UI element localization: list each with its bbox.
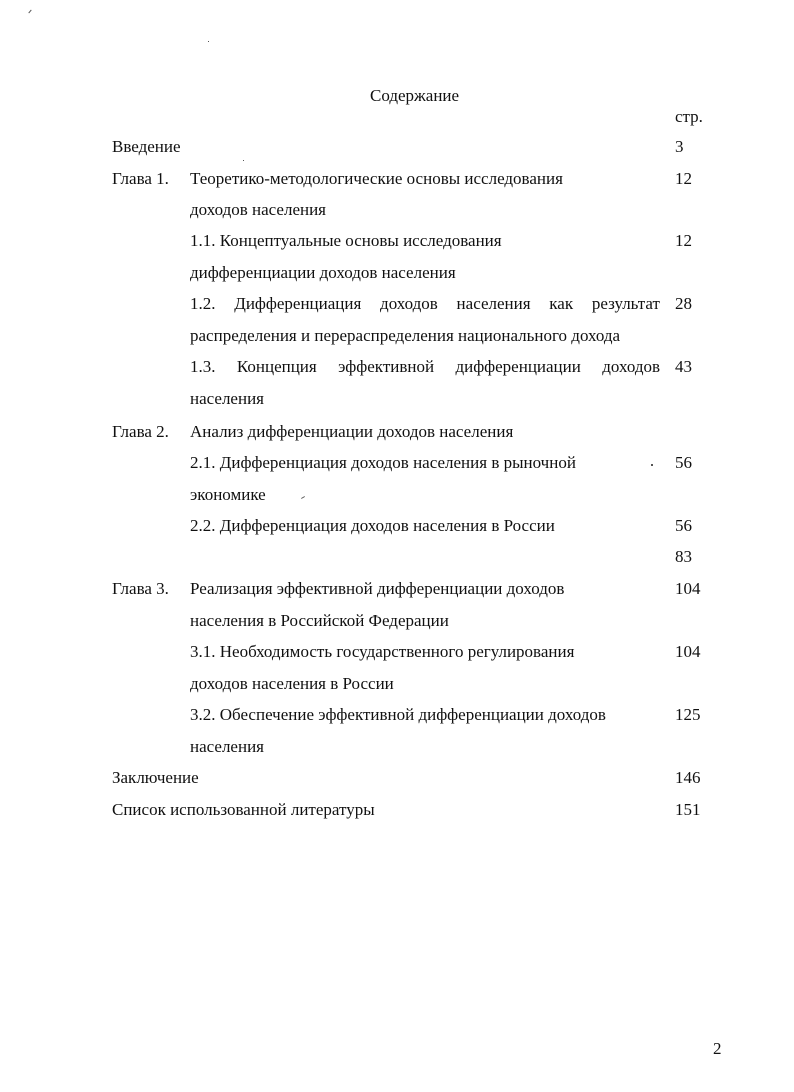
toc-section-1-1-cont: дифференциации доходов населения	[190, 263, 456, 282]
toc-word: Концепция	[236, 357, 317, 376]
scan-mark	[651, 464, 653, 466]
toc-section-2-1-page: 56	[675, 453, 692, 472]
toc-word: результат	[591, 294, 660, 313]
scan-mark	[28, 10, 31, 14]
toc-section-1-2-page: 28	[675, 294, 692, 313]
toc-section-3-1-page: 104	[675, 642, 701, 661]
toc-section-1-3	[190, 357, 660, 377]
toc-word: доходов	[380, 294, 438, 313]
toc-bibliography-label: Список использованной литературы	[112, 800, 375, 819]
toc-section-1-3-page: 43	[675, 357, 692, 376]
toc-chapter1-title: Теоретико-методологические основы исследования	[190, 169, 563, 188]
toc-section-2-1-cont: экономике	[190, 485, 266, 504]
toc-chapter3-title-cont: населения в Российской Федерации	[190, 611, 449, 630]
toc-section-1-2-cont: распределения и перераспределения национального дохода	[190, 326, 621, 345]
toc-chapter3-label: Глава 3.	[112, 579, 169, 598]
toc-chapter3-page: 104	[675, 579, 701, 598]
toc-conclusion-label: Заключение	[112, 768, 199, 787]
page-title: Содержание	[370, 86, 460, 105]
pages-column-header: стр.	[675, 107, 703, 126]
toc-chapter2-title: Анализ дифференциации доходов населения	[190, 422, 514, 441]
toc-chapter3-title: Реализация эффективной дифференциации доходов	[190, 579, 565, 598]
page-number: 2	[713, 1039, 722, 1058]
toc-section-1-1: 1.1. Концептуальные основы исследования	[190, 231, 502, 250]
scan-mark	[301, 496, 305, 499]
toc-section-3-1: 3.1. Необходимость государственного регулирования	[190, 642, 575, 661]
toc-word: как	[549, 294, 574, 313]
toc-section-3-1-cont: доходов населения в России	[190, 674, 394, 693]
toc-bibliography-page: 151	[675, 800, 701, 819]
toc-section-2-1: 2.1. Дифференциация доходов населения в рыночной	[190, 453, 576, 472]
toc-word: Дифференциация	[234, 294, 362, 313]
toc-conclusion-page: 146	[675, 768, 701, 787]
toc-word: эффективной	[338, 357, 435, 376]
toc-word: 1.2.	[190, 294, 216, 313]
toc-intro-page: 3	[675, 137, 684, 156]
toc-section-1-2	[190, 294, 660, 314]
toc-section-3-2-cont: населения	[190, 737, 264, 756]
toc-section-2-2: 2.2. Дифференциация доходов населения в России	[190, 516, 555, 535]
toc-chapter1-title-cont: доходов населения	[190, 200, 326, 219]
scan-mark	[208, 41, 209, 42]
toc-section-2-2-page-extra: 83	[675, 547, 692, 566]
toc-chapter2-label: Глава 2.	[112, 422, 169, 441]
toc-word: 1.3.	[190, 357, 216, 376]
toc-intro-label: Введение	[112, 137, 181, 156]
toc-chapter1-label: Глава 1.	[112, 169, 169, 188]
toc-section-3-2: 3.2. Обеспечение эффективной дифференциации доходов	[190, 705, 606, 724]
toc-section-2-2-page: 56	[675, 516, 692, 535]
toc-section-3-2-page: 125	[675, 705, 701, 724]
scan-mark	[243, 160, 244, 161]
toc-chapter1-page: 12	[675, 169, 692, 188]
toc-word: доходов	[602, 357, 660, 376]
toc-word: населения	[456, 294, 531, 313]
toc-word: дифференциации	[455, 357, 581, 376]
toc-section-1-1-page: 12	[675, 231, 692, 250]
toc-section-1-3-cont: населения	[190, 389, 264, 408]
